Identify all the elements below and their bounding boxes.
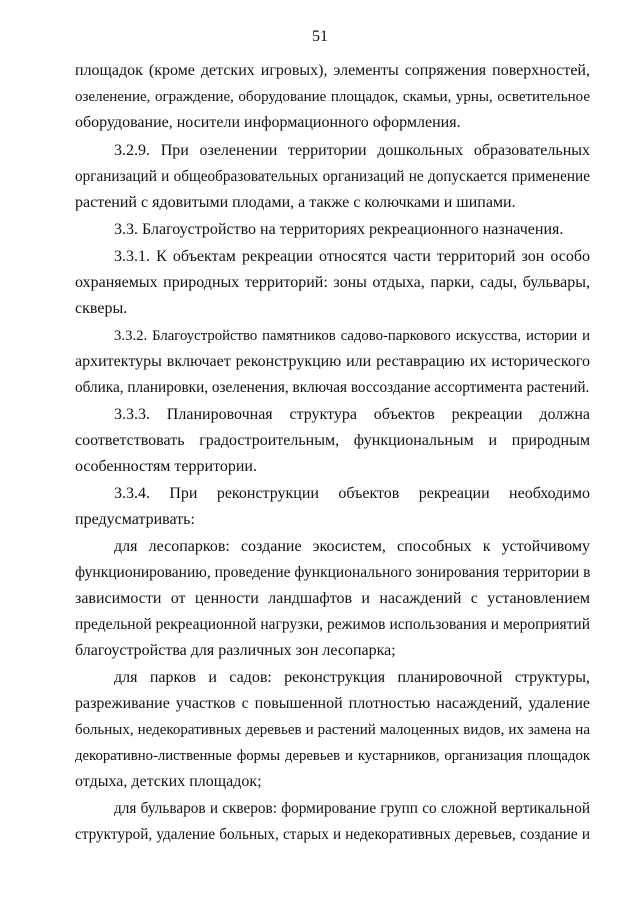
text-line: функционированию, проведение функционального зонирования территории в — [75, 564, 591, 581]
text-line: разреживание участков с повышенной плотностью насаждений, удаление — [75, 695, 590, 712]
text-line: облика, планировки, озеленения, включая воссоздание ассортимента растений. — [75, 379, 590, 396]
text-line: больных, недекоративных деревьев и растений малоценных видов, их замена на — [75, 722, 590, 738]
text-line: для парков и садов: реконструкция планировочной структуры, — [114, 669, 590, 686]
text-line: структурой, удаление больных, старых и недекоративных деревьев, создание и — [75, 826, 590, 843]
text-line: 3.3.2. Благоустройство памятников садово-паркового искусства, истории и — [114, 328, 590, 344]
text-line: озеленение, ограждение, оборудование площадок, скамьи, урны, осветительное — [75, 89, 590, 105]
text-line: оборудование, носители информационного оформления. — [75, 114, 461, 131]
text-line: для бульваров и скверов: формирование групп со сложной вертикальной — [114, 800, 590, 817]
text-line: площадок (кроме детских игровых), элементы сопряжения поверхностей, — [75, 62, 590, 79]
text-line: растений с ядовитыми плодами, а также с колючками и шипами. — [75, 194, 516, 211]
text-line: архитектуры включает реконструкцию или реставрацию их исторического — [75, 353, 590, 370]
text-line: организаций и общеобразовательных организаций не допускается применение — [75, 168, 590, 185]
text-line: охраняемых природных территорий: зоны отдыха, парки, сады, бульвары, — [75, 274, 590, 291]
text-line: предельной рекреационной нагрузки, режимов использования и мероприятий — [75, 616, 590, 633]
text-line: для лесопарков: создание экосистем, способных к устойчивому — [114, 538, 590, 555]
text-line: 3.2.9. При озеленении территории дошкольных образовательных — [114, 142, 590, 159]
text-line: 3.3.3. Планировочная структура объектов рекреации должна — [114, 406, 590, 423]
page-number: 51 — [312, 28, 328, 45]
text-line: благоустройства для различных зон лесопарка; — [75, 642, 396, 659]
text-line: зависимости от ценности ландшафтов и насаждений с установлением — [75, 590, 590, 607]
text-line: 3.3. Благоустройство на территориях рекреационного назначения. — [114, 221, 564, 238]
text-line: отдыха, детских площадок; — [75, 773, 262, 790]
text-line: 3.3.4. При реконструкции объектов рекреации необходимо — [114, 485, 590, 502]
text-line: предусматривать: — [75, 511, 195, 528]
text-line: соответствовать градостроительным, функциональным и природным — [75, 432, 590, 449]
text-line: 3.3.1. К объектам рекреации относятся части территорий зон особо — [114, 248, 590, 265]
text-line: скверы. — [75, 300, 128, 317]
text-line: особенностям территории. — [75, 458, 257, 475]
text-line: декоративно-лиственные формы деревьев и кустарников, организация площадок — [75, 748, 590, 764]
